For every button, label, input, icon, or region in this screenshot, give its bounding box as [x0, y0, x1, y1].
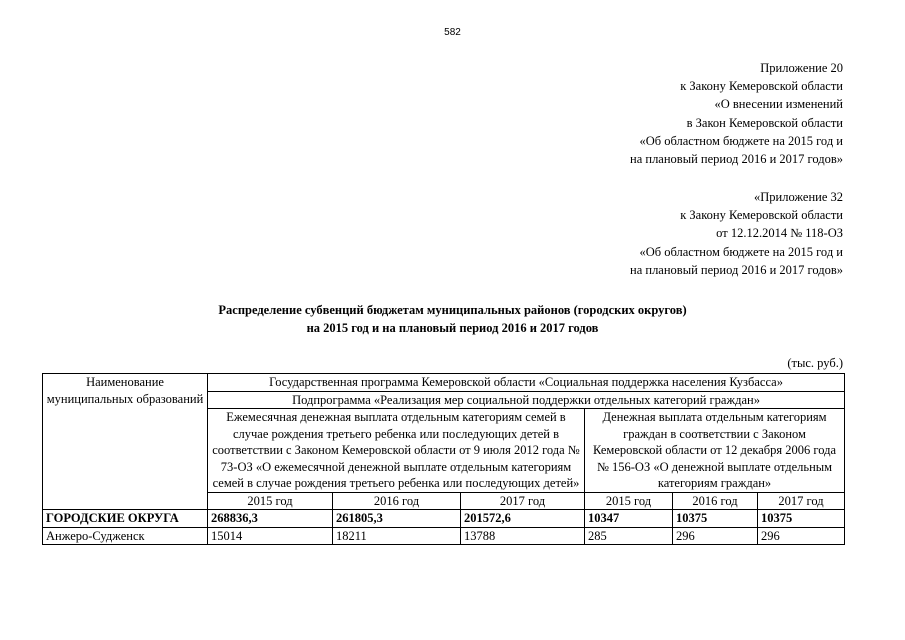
appendix-line: от 12.12.2014 № 118-ОЗ: [716, 226, 843, 241]
title-line: на 2015 год и на плановый период 2016 и 2017 годов: [306, 321, 599, 335]
table-cell: 261805,3: [333, 510, 461, 528]
row-name: Анжеро-Судженск: [43, 527, 208, 545]
appendix-line: к Закону Кемеровской области: [680, 208, 843, 223]
appendix-line: на плановый период 2016 и 2017 годов»: [630, 152, 843, 167]
appendix-line: Приложение 20: [760, 61, 843, 75]
page-number: 582: [444, 27, 461, 38]
document-title: [0, 301, 905, 337]
appendix-line: «Об областном бюджете на 2015 год и: [639, 133, 843, 148]
name-column-header: Наименование муниципальных образований: [43, 374, 208, 510]
table-row: [43, 510, 845, 528]
appendix-line: на плановый период 2016 и 2017 годов»: [630, 262, 843, 277]
table-cell: 18211: [333, 527, 461, 545]
appendix-line: «О внесении изменений: [714, 97, 843, 112]
appendix-line: «Об областном бюджете на 2015 год и: [639, 244, 843, 259]
table-cell: 285: [585, 527, 673, 545]
table-cell: 268836,3: [208, 510, 333, 528]
row-name: ГОРОДСКИЕ ОКРУГА: [43, 510, 208, 528]
subventions-table: [42, 373, 845, 545]
program-header: Государственная программа Кемеровской области «Социальная поддержка населения Кузбасса»: [208, 374, 845, 392]
subprogram-header: Подпрограмма «Реализация мер социальной поддержки отдельных категорий граждан»: [208, 391, 845, 409]
table-cell: 13788: [461, 527, 585, 545]
measure-1-header: Ежемесячная денежная выплата отдельным категориям семей в случае рождения третьего ребенка или последующих детей в соответствии с Законом Кемеровской области от 9 июля 2012 года № 73-ОЗ «О ежемесячной денежной выплате отдельным категориям семей в случае рождения третьего ребенка или последующих детей»: [208, 409, 585, 493]
appendix-32-block: [630, 188, 843, 279]
year-header: 2017 год: [461, 492, 585, 510]
table-cell: 15014: [208, 527, 333, 545]
table-cell: 296: [758, 527, 845, 545]
appendix-line: «Приложение 32: [754, 190, 843, 204]
table-row: [43, 527, 845, 545]
year-header: 2017 год: [758, 492, 845, 510]
year-header: 2015 год: [208, 492, 333, 510]
title-line: Распределение субвенций бюджетам муниципальных районов (городских округов): [218, 303, 687, 317]
year-header: 2016 год: [673, 492, 758, 510]
table-cell: 10375: [673, 510, 758, 528]
units-label: (тыс. руб.): [787, 356, 843, 370]
table-cell: 10347: [585, 510, 673, 528]
appendix-line: к Закону Кемеровской области: [680, 79, 843, 94]
table-cell: 201572,6: [461, 510, 585, 528]
table-cell: 10375: [758, 510, 845, 528]
year-header: 2016 год: [333, 492, 461, 510]
year-header: 2015 год: [585, 492, 673, 510]
table-header-row: [43, 374, 845, 392]
table-cell: 296: [673, 527, 758, 545]
appendix-line: в Закон Кемеровской области: [686, 115, 843, 130]
measure-2-header: Денежная выплата отдельным категориям граждан в соответствии с Законом Кемеровской области от 12 декабря 2006 года № 156-ОЗ «О денежной выплате отдельным категориям граждан»: [585, 409, 845, 493]
appendix-20-block: [630, 59, 843, 168]
